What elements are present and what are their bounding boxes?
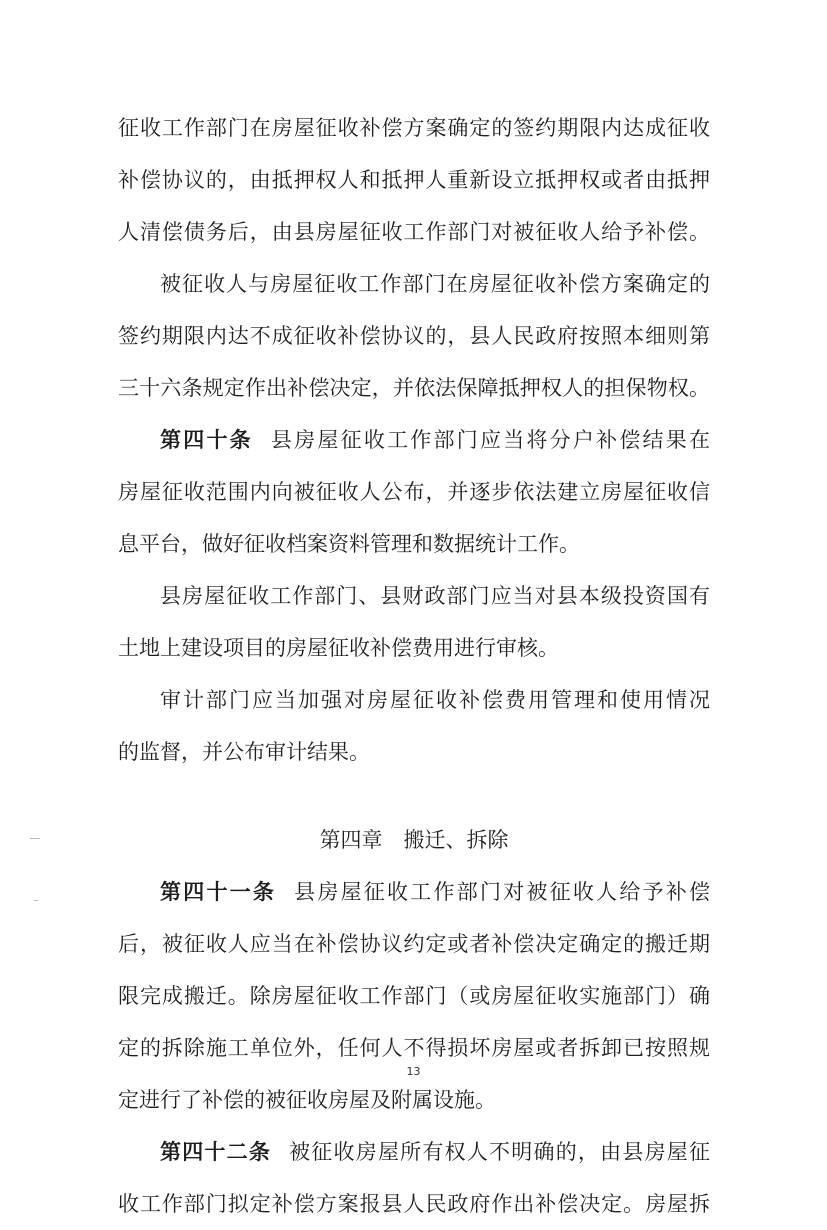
text-line: 审计部门应当加强对房屋征收补偿费用管理和使用情况 (160, 688, 710, 712)
text-line: 后，被征收人应当在补偿协议约定或者补偿决定确定的搬迁期 (118, 932, 710, 956)
text-line: 征收工作部门在房屋征收补偿方案确定的签约期限内达成征收 (118, 116, 710, 140)
text-line: 定的拆除施工单位外，任何人不得损坏房屋或者拆卸已按照规 (118, 1036, 710, 1060)
article-41-first-line (118, 866, 710, 918)
text-segment: 县房屋征收工作部门应当将分户补偿结果在 (270, 428, 710, 452)
page-body (118, 102, 710, 1230)
text-line: 收工作部门拟定补偿方案报县人民政府作出补偿决定。房屋拆 (118, 1192, 710, 1216)
article-42-heading: 第四十二条 (160, 1139, 272, 1164)
text-line: 被征收人与房屋征收工作部门在房屋征收补偿方案确定的 (160, 272, 710, 296)
article-42-first-line (118, 1126, 710, 1178)
text-line: 的监督，并公布审计结果。 (118, 740, 370, 764)
article-40-first-line (118, 414, 710, 466)
scan-mark (34, 900, 38, 901)
text-segment: 县房屋征收工作部门对被征收人给予补偿 (294, 880, 710, 904)
text-line: 限完成搬迁。除房屋征收工作部门（或房屋征收实施部门）确 (118, 984, 710, 1008)
article-41-heading: 第四十一条 (160, 879, 277, 904)
text-segment: 被征收房屋所有权人不明确的，由县房屋征 (289, 1140, 710, 1164)
page-number: 13 (406, 1065, 421, 1078)
scan-mark (30, 838, 40, 839)
text-line: 县房屋征收工作部门、县财政部门应当对县本级投资国有 (160, 584, 710, 608)
spacer (118, 778, 710, 814)
text-line: 土地上建设项目的房屋征收补偿费用进行审核。 (118, 636, 559, 660)
text-line: 补偿协议的，由抵押权人和抵押人重新设立抵押权或者由抵押 (118, 168, 710, 192)
text-line: 定进行了补偿的被征收房屋及附属设施。 (118, 1088, 496, 1112)
text-line: 人清偿债务后，由县房屋征收工作部门对被征收人给予补偿。 (118, 220, 710, 244)
article-40-heading: 第四十条 (160, 427, 253, 452)
chapter-title: 第四章 搬迁、拆除 (319, 828, 509, 852)
text-line: 息平台，做好征收档案资料管理和数据统计工作。 (118, 532, 580, 556)
text-line: 三十六条规定作出补偿决定，并依法保障抵押权人的担保物权。 (118, 376, 710, 400)
text-line: 签约期限内达不成征收补偿协议的，县人民政府按照本细则第 (118, 324, 710, 348)
text-line: 房屋征收范围内向被征收人公布，并逐步依法建立房屋征收信 (118, 480, 710, 504)
